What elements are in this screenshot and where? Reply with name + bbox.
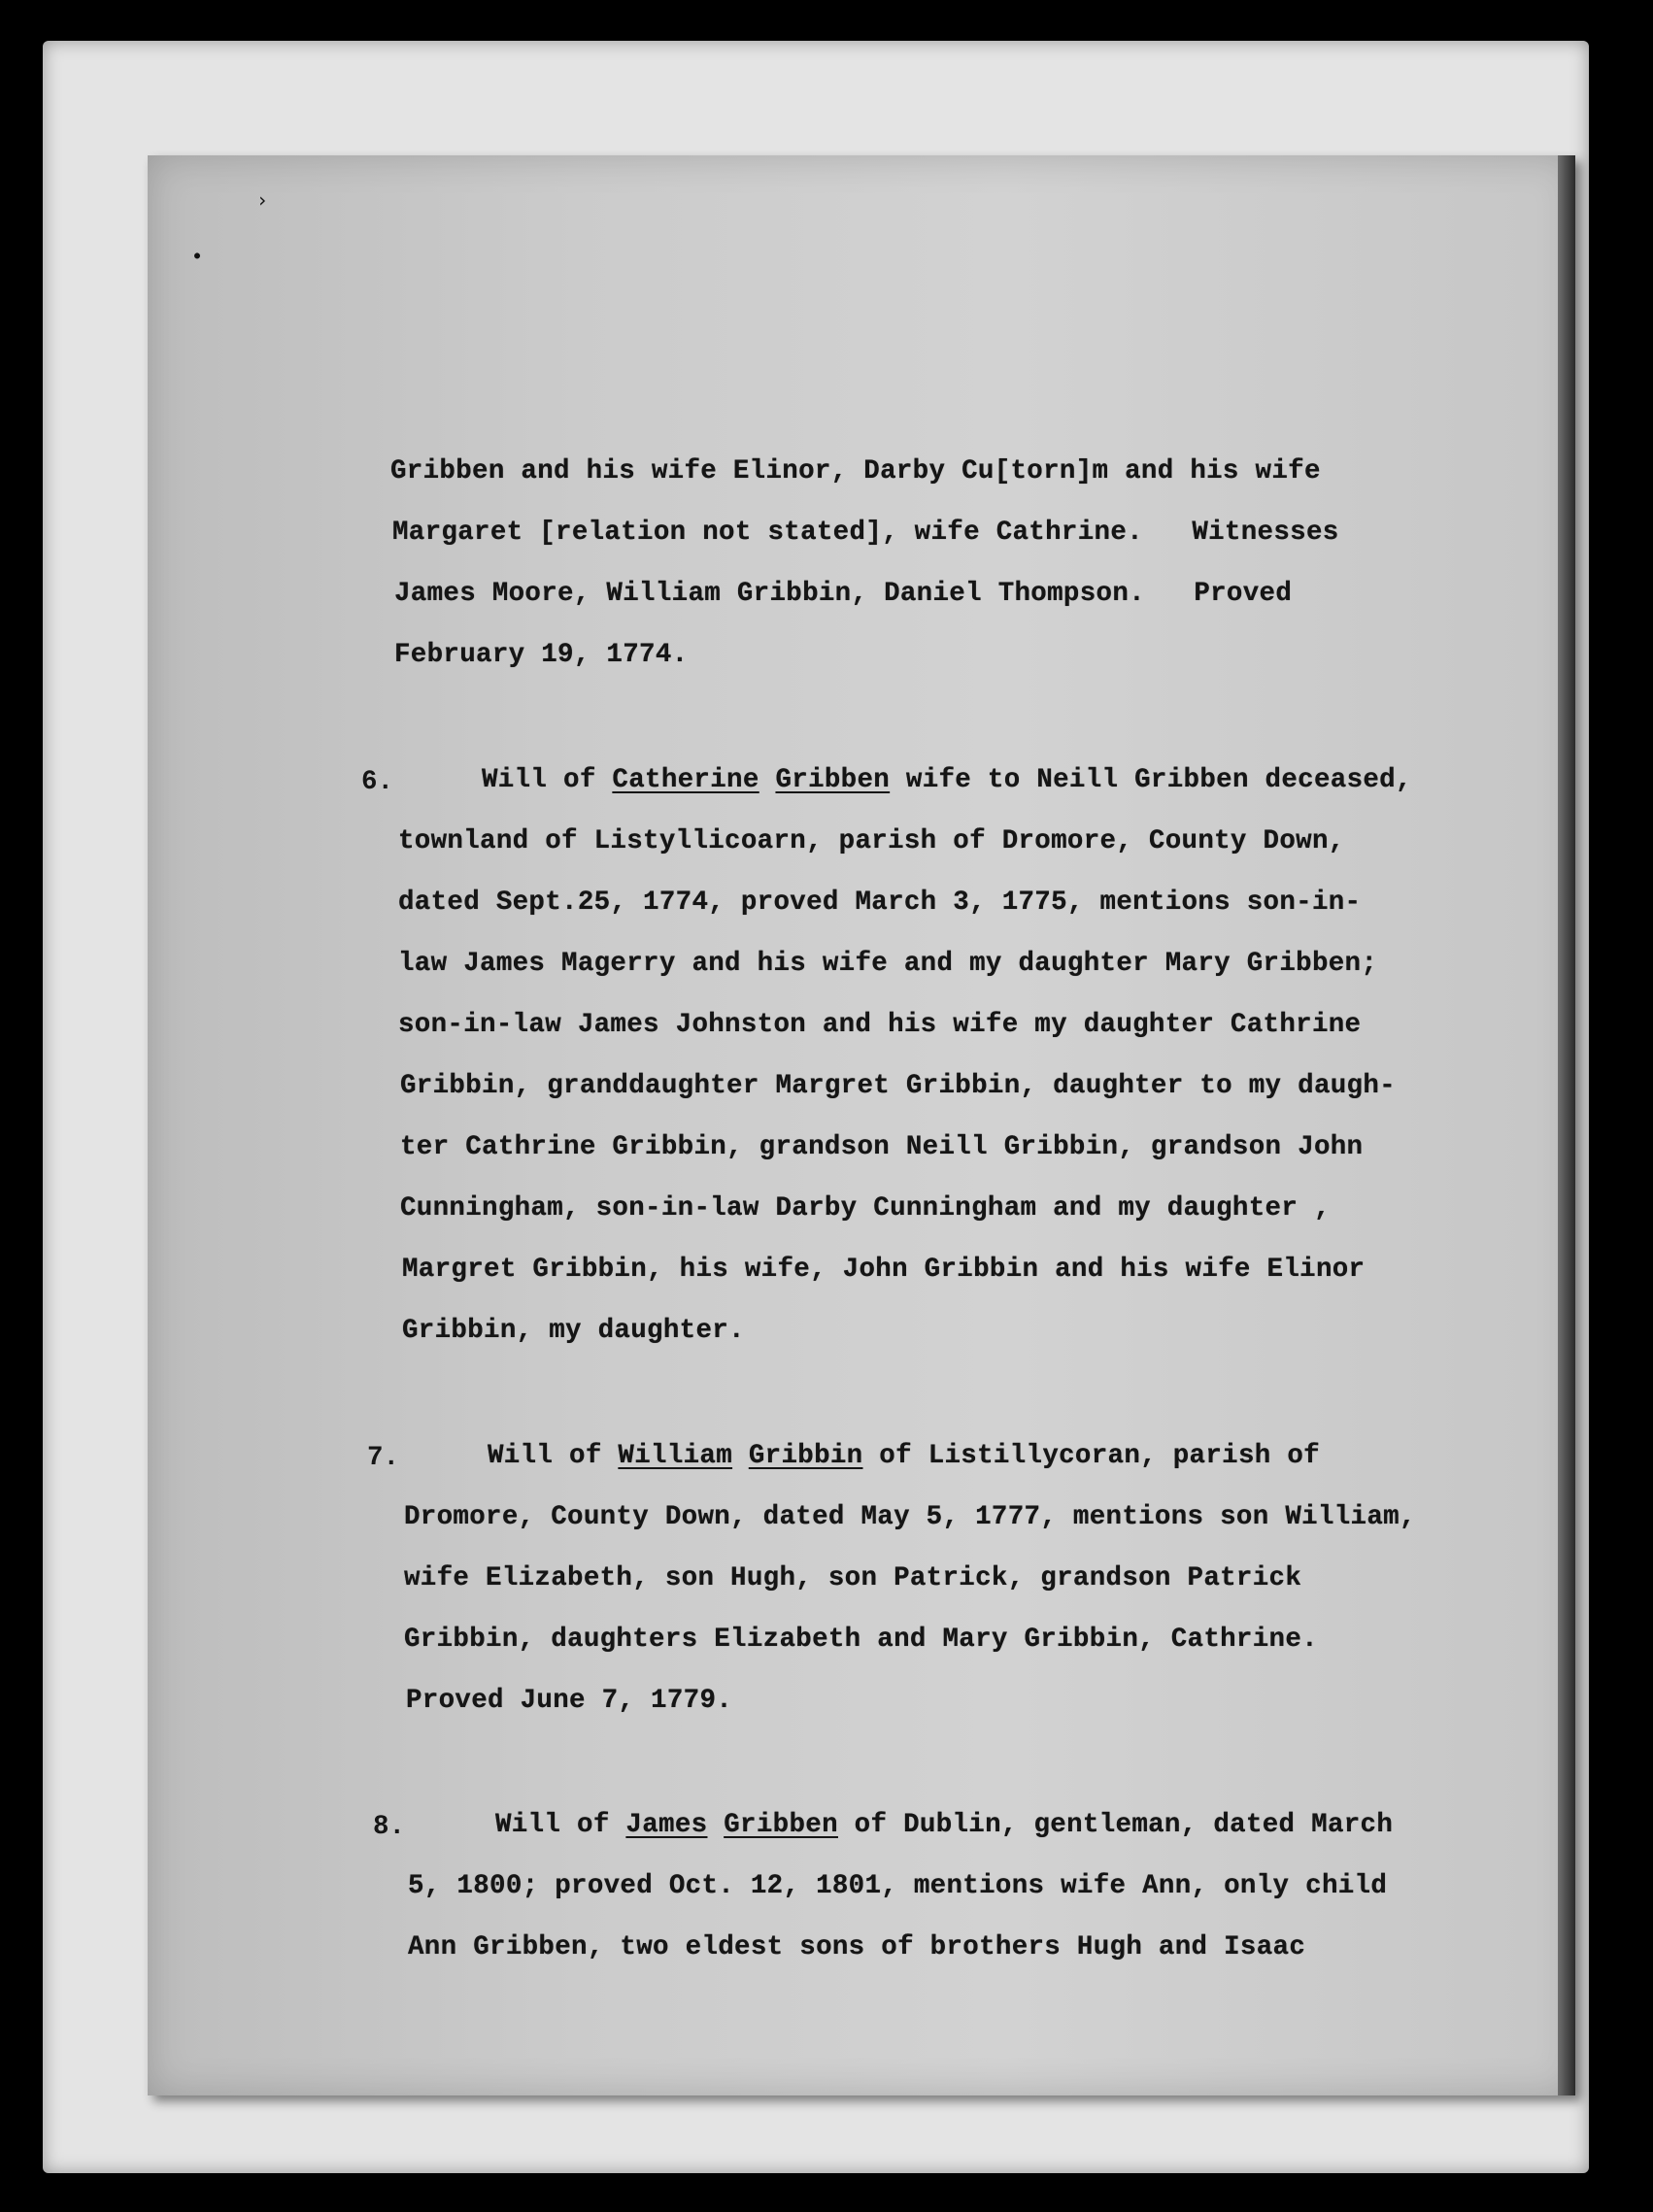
typewritten-page (148, 155, 1575, 2095)
text-line: Cunningham, son-in-law Darby Cunningham and my daughter , (400, 1193, 1331, 1223)
text-line: 5, 1800; proved Oct. 12, 1801, mentions wife Ann, only child (408, 1871, 1388, 1901)
entry-heading-rest: of Dublin, gentleman, dated March (837, 1810, 1394, 1840)
text-line: Proved June 7, 1779. (406, 1686, 733, 1716)
entry-heading-rest: wife to Neill Gribben deceased, (890, 765, 1412, 795)
entry-number: 7. (367, 1443, 400, 1473)
text-line: ter Cathrine Gribbin, grandson Neill Gribbin, grandson John (400, 1132, 1364, 1162)
entry-prefix: Will of (488, 1441, 619, 1471)
testator-last-name: Gribben (724, 1810, 838, 1840)
text-line: law James Magerry and his wife and my daughter Mary Gribben; (398, 949, 1378, 979)
text-line: Gribbin, my daughter. (402, 1316, 745, 1346)
entry-number: 6. (361, 767, 394, 797)
entry-number: 8. (373, 1812, 406, 1842)
text-line: townland of Listyllicoarn, parish of Dromore, County Down, (398, 826, 1345, 856)
text-line: Margaret [relation not stated], wife Cathrine. Witnesses (392, 518, 1339, 548)
entry-prefix: Will of (495, 1810, 626, 1840)
testator-first-name: Catherine (612, 765, 759, 795)
entry-heading-rest: of Listillycoran, parish of (862, 1441, 1320, 1471)
mount-board (43, 41, 1589, 2173)
testator-first-name: William (618, 1441, 733, 1471)
text-line: wife Elizabeth, son Hugh, son Patrick, grandson Patrick (404, 1563, 1302, 1593)
entry-heading (482, 767, 1412, 794)
text-line: Margret Gribbin, his wife, John Gribbin and his wife Elinor (402, 1255, 1366, 1285)
text-line: Gribbin, granddaughter Margret Gribbin, daughter to my daugh- (400, 1071, 1396, 1101)
entry-heading (488, 1443, 1320, 1470)
stray-dot: ● (194, 251, 201, 261)
entry-prefix: Will of (482, 765, 613, 795)
testator-last-name: Gribben (775, 765, 891, 795)
text-line: February 19, 1774. (394, 640, 689, 670)
testator-last-name: Gribbin (748, 1441, 863, 1471)
text-line: Gribbin, daughters Elizabeth and Mary Gribbin, Cathrine. (404, 1625, 1318, 1655)
text-line: Dromore, County Down, dated May 5, 1777, mentions son William, (404, 1502, 1416, 1532)
text-line: Gribben and his wife Elinor, Darby Cu[torn]m and his wife (390, 456, 1321, 486)
text-line: son-in-law James Johnston and his wife my daughter Cathrine (398, 1010, 1362, 1040)
entry-heading (495, 1812, 1393, 1839)
text-line: James Moore, William Gribbin, Daniel Thompson. Proved (394, 579, 1293, 609)
page-edge-shadow (1558, 155, 1575, 2095)
stray-mark: › (256, 188, 269, 212)
text-line: Ann Gribben, two eldest sons of brothers Hugh and Isaac (408, 1932, 1306, 1962)
text-line: dated Sept.25, 1774, proved March 3, 1775, mentions son-in- (398, 888, 1362, 918)
testator-first-name: James (625, 1810, 708, 1840)
